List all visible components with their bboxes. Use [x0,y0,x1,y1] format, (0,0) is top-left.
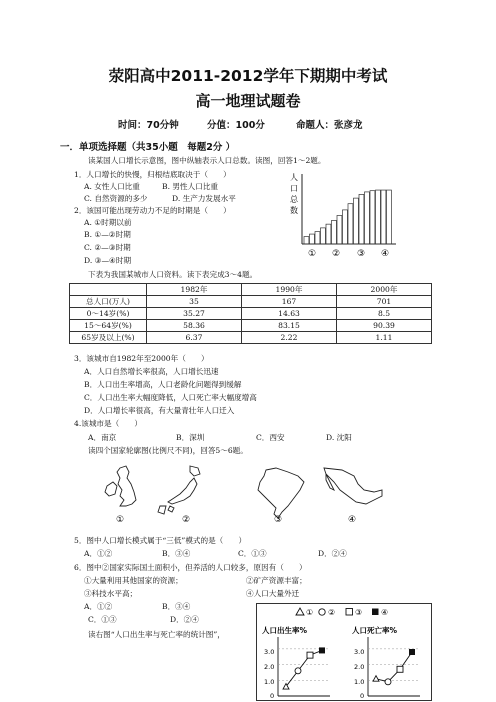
q6-option-c: C．①③ [88,615,117,624]
death-ytick-1: 1.0 [354,678,365,686]
birth-rate-line [286,650,322,686]
population-bar [365,192,370,244]
section-heading: 一．单项选择题（共35小题 每题2分 ） [60,142,236,153]
population-bar [304,237,309,244]
legend-marker-4 [372,609,379,616]
q2-stem: 2．该国可能出现劳动力不足的时期是（ ） [74,206,231,215]
q6-option-a: A．①② [84,602,113,611]
legend-label-3: ③ [355,608,363,617]
country-outline-maps [98,462,388,524]
birth-ytick-1: 1.0 [264,678,275,686]
q2-option-b: B. ①—②时期 [84,230,131,239]
table-row [70,296,432,308]
q4-stem: 4.该城市是（ ） [74,419,142,428]
table-cell: 83.15 [242,320,337,332]
q3-option-a: A．人口自然增长率很高，人口增长迅速 [84,367,219,376]
pop-ylabel-0: 人 [290,173,298,182]
death-rate-point-2 [385,679,391,685]
map-label-4: ④ [348,515,357,524]
q5-option-d: D．②④ [318,549,347,558]
table-cell: 0～14岁(%) [70,308,147,320]
q2-option-c: C. ②—③时期 [84,243,131,252]
map-label-1: ① [116,515,125,524]
table-cell: 6.37 [147,332,242,344]
map-label-3: ③ [274,515,283,524]
map-uk-outline [105,466,136,506]
q1-option-d: D. 生产力发展水平 [172,194,236,203]
document-subtitle: 高一地理试题卷 [195,92,301,110]
birth-rate-point-4 [319,647,325,653]
intro-q5-6: 读四个国家轮廓图(比例尺不同)，回答5～6题。 [88,446,248,455]
population-bar [321,228,326,244]
q3-option-c: C．人口出生率大幅度降低，人口死亡率大幅度增高 [84,393,257,402]
birth-rate-point-3 [307,652,313,658]
q4-option-c: C．西安 [256,433,285,442]
death-ytick-3: 3.0 [354,648,365,656]
q3-option-d: D．人口增长率很高，有大量青壮年人口迁入 [84,406,235,415]
map-japan-outline [158,466,200,514]
pop-period-1: ① [308,249,317,259]
q6-statement-4: ④人口大量外迁 [246,589,300,598]
legend-marker-1 [296,608,304,615]
table-row [70,332,432,344]
death-ytick-0: 0 [360,692,365,700]
q5-stem: 5．图中人口增长模式属于“三低”模式的是（ ） [74,536,247,545]
rate-legend [296,608,388,617]
table-header-cell: 1982年 [147,284,242,296]
q3-option-b: B．人口出生率增高，人口老龄化问题得到缓解 [84,380,242,389]
table-cell: 1.11 [337,332,432,344]
q1-option-a: A. 女性人口比重 [84,182,140,191]
pop-ylabel-1: 口 [290,184,298,193]
table-header-cell [70,284,147,296]
q1-stem: 1．人口增长的快慢，归根结底取决于（ ） [74,170,231,179]
q6-statement-2: ②矿产资源丰富； [246,576,307,585]
table-cell: 15～64岁(%) [70,320,147,332]
population-bar [343,210,348,244]
birth-ytick-3: 3.0 [264,648,275,656]
birth-rate-title: 人口出生率% [262,626,308,635]
table-cell: 90.39 [337,320,432,332]
table-cell: 58.36 [147,320,242,332]
map-label-2: ② [182,515,191,524]
q2-option-a: A. ①时期以前 [84,218,132,227]
intro-q7: 读右图“人口出生率与死亡率的统计图”， [88,630,225,639]
table-cell: 总人口(万人) [70,296,147,308]
population-bar [370,191,375,244]
population-bar [376,190,381,244]
table-cell: 65岁及以上(%) [70,332,147,344]
table-row [70,320,432,332]
population-bar [354,198,359,244]
death-rate-line [376,652,412,682]
death-rate-point-3 [397,666,403,672]
table-header-row [70,284,432,296]
pop-period-4: ④ [381,249,390,259]
q6-statement-3: ③科技水平高； [84,589,138,598]
q4-option-a: A．南京 [88,433,117,442]
intro-q3-4: 下表为我国某城市人口资料。读下表完成3～4题。 [88,270,258,279]
pop-ylabel-3: 数 [290,206,298,215]
population-table [69,283,432,344]
pop-period-3: ③ [357,249,366,259]
population-bar [332,220,337,244]
pop-period-2: ② [332,249,341,259]
table-cell: 701 [337,296,432,308]
q6-option-d: D．②④ [170,615,199,624]
q1-option-b: B. 男性人口比重 [162,182,218,191]
death-rate-title: 人口死亡率% [352,626,398,635]
legend-label-4: ④ [381,608,389,617]
exam-score: 分值：100分 [207,120,265,131]
pop-ylabel-2: 总 [290,195,298,204]
table-header-cell: 2000年 [337,284,432,296]
q1-option-c: C. 自然资源的多少 [84,194,148,203]
q5-option-a: A．①② [84,549,113,558]
legend-marker-3 [346,609,353,616]
map-mexico-outline [324,468,382,504]
birth-ytick-2: 2.0 [264,663,275,671]
population-bar [348,204,353,244]
death-rate-point-1 [373,676,379,682]
document-title: 荥阳高中2011-2012学年下期期中考试 [108,67,388,85]
birth-death-rate-chart [256,603,432,701]
birth-ytick-0: 0 [270,692,275,700]
legend-label-2: ② [328,608,336,617]
legend-label-1: ① [306,608,314,617]
birth-rate-point-2 [295,668,301,674]
table-cell: 2.22 [242,332,337,344]
population-bar [337,215,342,244]
table-cell: 167 [242,296,337,308]
table-row [70,308,432,320]
exam-author: 命题人：张彦龙 [296,120,363,131]
q5-option-c: C．①③ [238,549,267,558]
intro-q1-2: 读某国人口增长示意图，图中纵轴表示人口总数。读图，回答1～2题。 [88,156,326,165]
table-header-cell: 1990年 [242,284,337,296]
population-bar [310,234,315,244]
population-bar [315,232,320,244]
q6-option-b: B．③④ [162,602,191,611]
q5-option-b: B．③④ [162,549,191,558]
q4-option-d: D. 沈阳 [326,433,352,442]
table-cell: 35 [147,296,242,308]
q6-statement-1: ①大量利用其他国家的资源； [84,576,183,585]
death-ytick-2: 2.0 [354,663,365,671]
table-cell: 8.5 [337,308,432,320]
map-brazil-outline [258,468,304,518]
exam-time: 时间：70分钟 [118,120,179,131]
population-bar [359,194,364,244]
q6-stem: 6．图中②国家实际国土面积小，但养活的人口较多，原因有（ ） [74,563,307,572]
legend-marker-2 [319,609,325,615]
q3-stem: 3．该城市自1982年至2000年（ ） [74,354,209,363]
table-cell: 35.27 [147,308,242,320]
population-bar [326,224,331,244]
death-rate-point-4 [409,649,415,655]
population-growth-chart [286,170,398,260]
table-cell: 14.63 [242,308,337,320]
population-bar [381,190,386,244]
population-bar [387,190,392,244]
q4-option-b: B．深圳 [176,433,205,442]
q2-option-d: D. ③—④时期 [84,256,132,265]
